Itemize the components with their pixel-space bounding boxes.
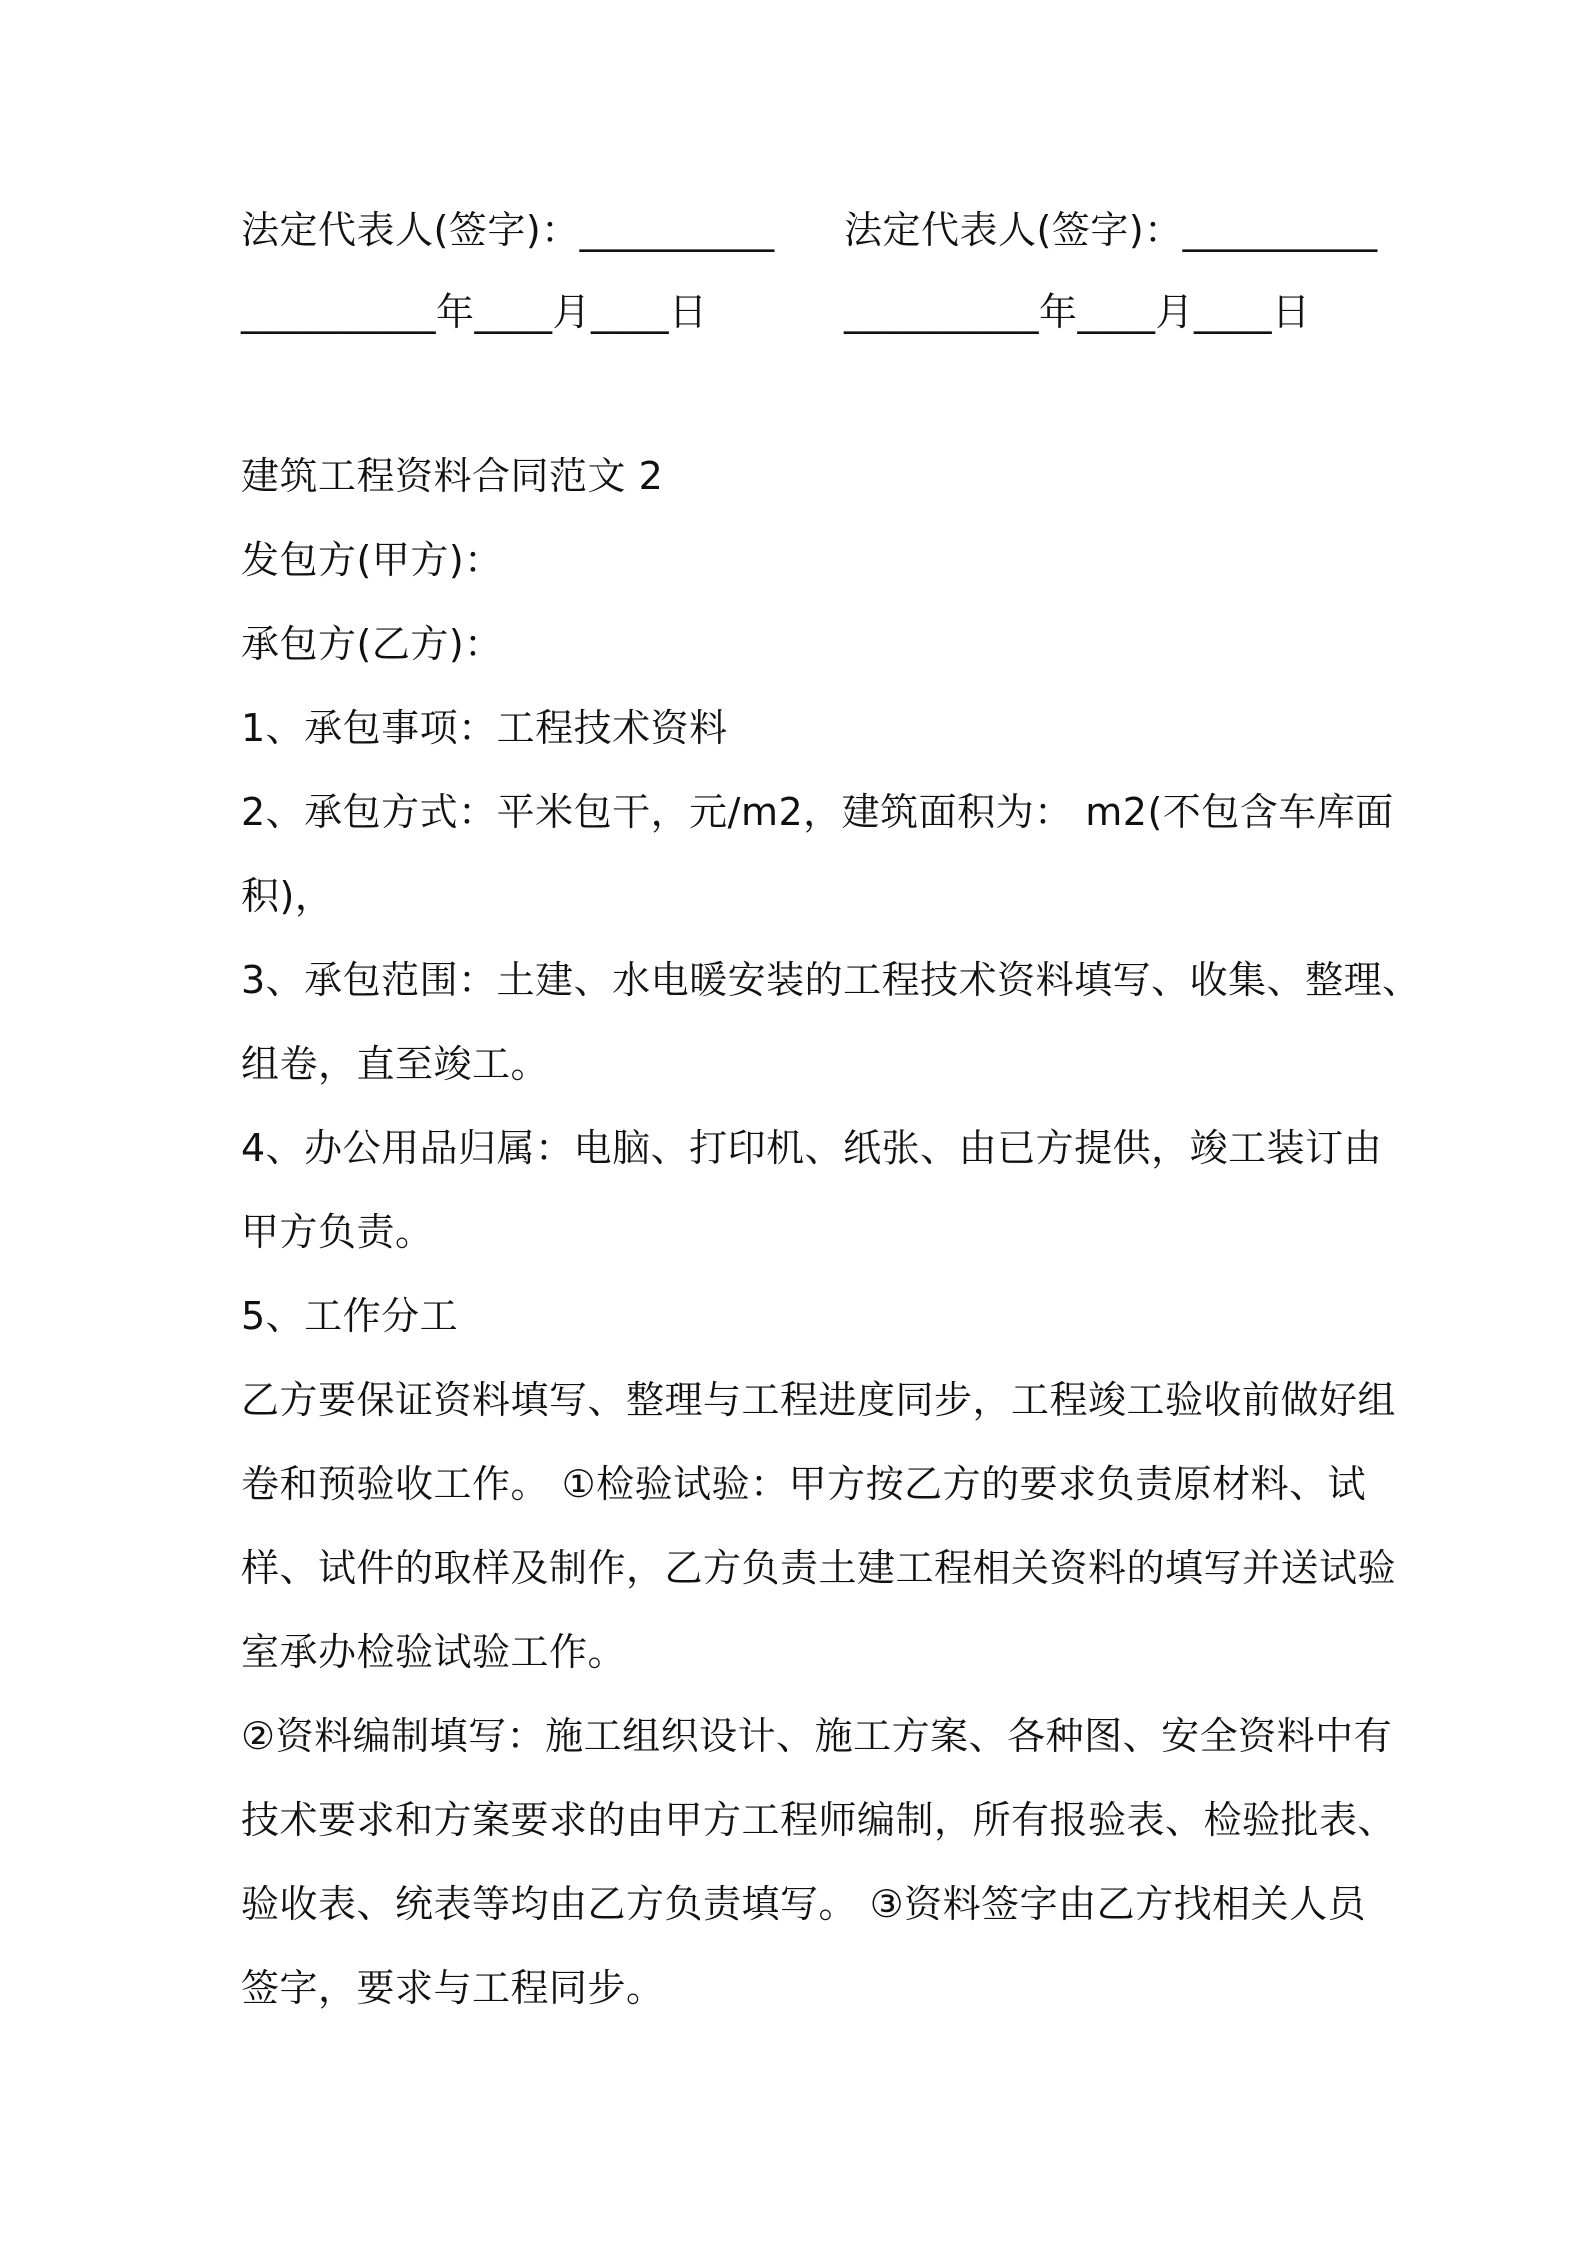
text-line: 技术要求和方案要求的由甲方工程师编制，所有报验表、检验批表、 xyxy=(241,1798,1397,1842)
text-line: 样、试件的取样及制作，乙方负责土建工程相关资料的填写并送试验 xyxy=(241,1546,1397,1590)
text-line: 甲方负责。 xyxy=(241,1210,434,1254)
text-line: 积)， xyxy=(241,874,334,918)
document-title: 建筑工程资料合同范文 2 xyxy=(241,454,664,498)
right-signature-date: __________年____月____日 xyxy=(844,290,1311,334)
text-line: 2、承包方式：平米包干，元/m2，建筑面积为： m2(不包含车库面 xyxy=(241,790,1394,834)
text-line: 卷和预验收工作。 ①检验试验：甲方按乙方的要求负责原材料、试 xyxy=(241,1462,1367,1506)
text-line: 1、承包事项：工程技术资料 xyxy=(241,706,728,750)
text-line: ②资料编制填写：施工组织设计、施工方案、各种图、安全资料中有 xyxy=(241,1714,1393,1758)
text-line: 室承办检验试验工作。 xyxy=(241,1630,627,1674)
left-representative-signature: 法定代表人(签字)：__________ xyxy=(241,208,775,252)
text-line: 承包方(乙方)： xyxy=(241,622,503,666)
text-line: 组卷，直至竣工。 xyxy=(241,1042,550,1086)
text-line: 4、办公用品归属：电脑、打印机、纸张、由已方提供，竣工装订由 xyxy=(241,1126,1383,1170)
text-line: 5、工作分工 xyxy=(241,1294,459,1338)
right-representative-signature: 法定代表人(签字)：__________ xyxy=(844,208,1378,252)
left-signature-date: __________年____月____日 xyxy=(241,290,708,334)
text-line: 乙方要保证资料填写、整理与工程进度同步，工程竣工验收前做好组 xyxy=(241,1378,1397,1422)
text-line: 发包方(甲方)： xyxy=(241,538,503,582)
text-line: 签字，要求与工程同步。 xyxy=(241,1966,665,2010)
text-line: 3、承包范围：土建、水电暖安装的工程技术资料填写、收集、整理、 xyxy=(241,958,1421,1002)
text-line: 验收表、统表等均由乙方负责填写。 ③资料签字由乙方找相关人员 xyxy=(241,1882,1367,1926)
